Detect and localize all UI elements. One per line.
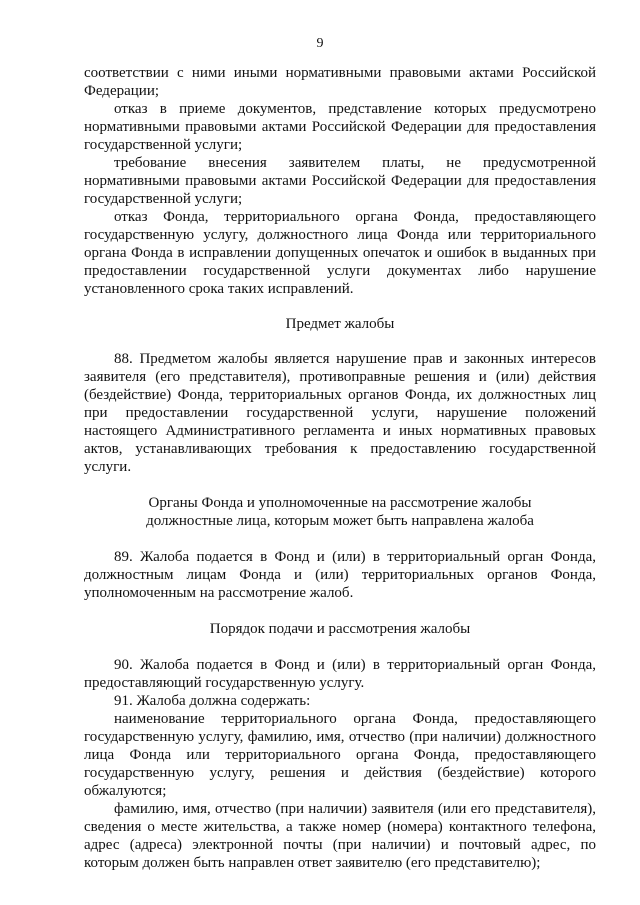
- paragraph-91-item-1: наименование территориального органа Фонда, предоставляющего государственную услугу, фамилию, имя, отчество (при наличии) должностного лица Фонда или территориального органа Фонда, предоставляющего государственную услугу, решения и действия (бездействие) которого обжалуются;: [84, 711, 596, 799]
- paragraph-90: 90. Жалоба подается в Фонд и (или) в территориальный орган Фонда, предоставляющий государственную услугу.: [84, 657, 596, 691]
- paragraph-refusal-corrections: отказ Фонда, территориального органа Фонда, предоставляющего государственную услугу, должностного лица Фонда или территориального органа Фонда в исправлении допущенных опечаток и ошибок в выданных при предоставлении государственной услуги документах либо нарушение установленного срока таких исправлений.: [84, 209, 596, 297]
- heading-line-1: Органы Фонда и уполномоченные на рассмотрение жалобы: [148, 495, 532, 511]
- paragraph-fee-demand: требование внесения заявителем платы, не предусмотренной нормативными правовыми актами Российской Федерации для предоставления государственной услуги;: [84, 155, 596, 207]
- heading-line-2: должностные лица, которым может быть направлена жалоба: [146, 513, 534, 529]
- paragraph-continuation: соответствии с ними иными нормативными правовыми актами Российской Федерации;: [84, 65, 596, 99]
- paragraph-88: 88. Предметом жалобы является нарушение прав и законных интересов заявителя (его представителя), противоправные решения и (или) действия (бездействие) Фонда, территориальных органов Фонда, их должностных лиц при предоставлении государственной услуги, нарушение положений настоящего Административного регламента и иных нормативных правовых актов, устанавливающих требования к предоставлению государственной услуги.: [84, 351, 596, 475]
- paragraph-refusal-documents: отказ в приеме документов, представление которых предусмотрено нормативными правовыми актами Российской Федерации для предоставления государственной услуги;: [84, 101, 596, 153]
- page-number: 9: [316, 36, 324, 51]
- heading-complaint-procedure: Порядок подачи и рассмотрения жалобы: [209, 621, 471, 637]
- heading-complaint-subject: Предмет жалобы: [285, 316, 395, 332]
- paragraph-91-item-2: фамилию, имя, отчество (при наличии) заявителя (или его представителя), сведения о месте жительства, а также номер (номера) контактного телефона, адрес (адреса) электронной почты (при наличии) и почтовый адрес, по которым должен быть направлен ответ заявителю (его представителю);: [84, 801, 596, 871]
- heading-complaint-bodies: [84, 494, 596, 530]
- document-body: [84, 64, 596, 872]
- paragraph-91: 91. Жалоба должна содержать:: [114, 693, 311, 709]
- paragraph-89: 89. Жалоба подается в Фонд и (или) в территориальный орган Фонда, должностным лицам Фонда и (или) территориальных органов Фонда, уполномоченным на рассмотрение жалоб.: [84, 549, 596, 601]
